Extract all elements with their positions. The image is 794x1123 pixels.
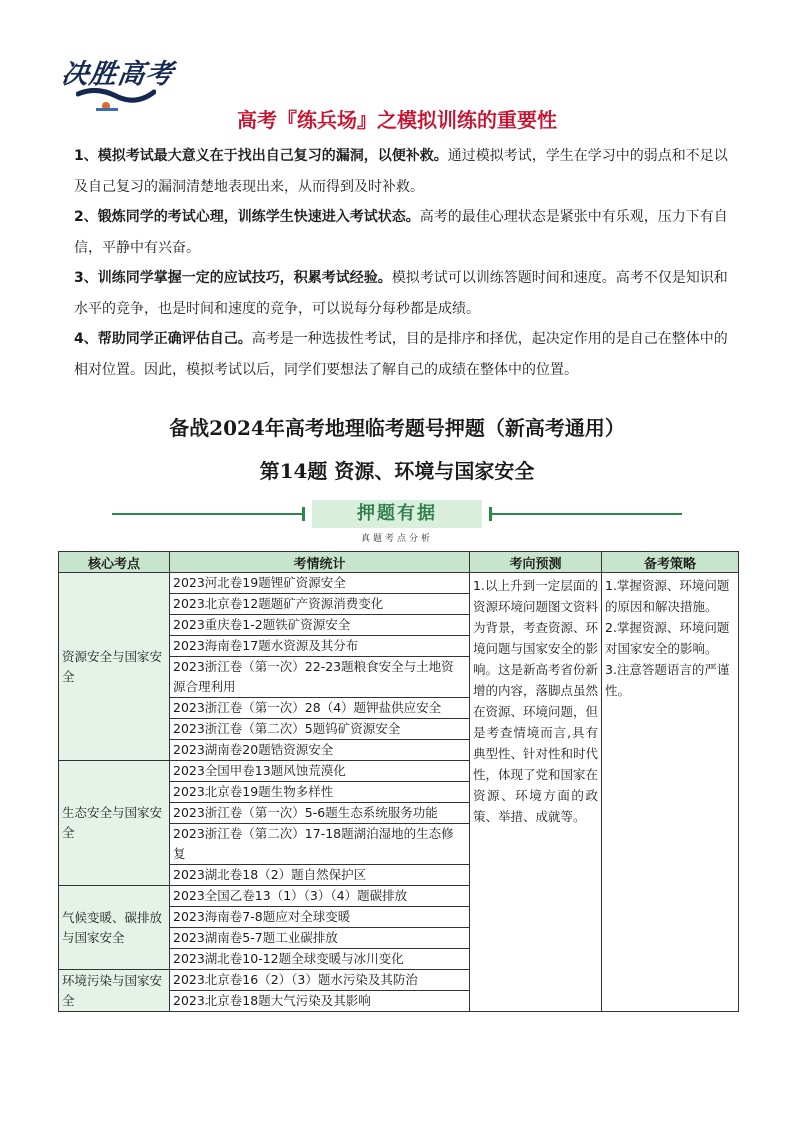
main-title: 备战2024年高考地理临考题号押题（新高考通用）	[169, 416, 625, 440]
exam-item: 2023北京卷18题大气污染及其影响	[170, 991, 470, 1012]
header-forecast: 考向预测	[470, 552, 602, 573]
intro-item: 4、帮助同学正确评估自己。高考是一种选拔性考试，目的是排序和择优，起决定作用的是自己在整体中的相对位置。因此，模拟考试以后，同学们要想法了解自己的成绩在整体中的位置。	[74, 331, 728, 378]
strategy-item: 1.掌握资源、环境问题的原因和解决措施。	[605, 578, 730, 614]
exam-item: 2023浙江卷（第一次）5-6题生态系统服务功能	[170, 803, 470, 824]
header-stats: 考情统计	[170, 552, 470, 573]
exam-item: 2023北京卷16（2）（3）题水污染及其防治	[170, 970, 470, 991]
intro-item: 2、锻炼同学的考试心理，训练学生快速进入考试状态。高考的最佳心理状态是紧张中有乐观，压力下有自信，平静中有兴奋。	[74, 209, 728, 256]
exam-item: 2023湖南卷20题锆资源安全	[170, 740, 470, 761]
core-topic: 气候变暖、碳排放与国家安全	[59, 886, 170, 970]
intro-item: 3、训练同学掌握一定的应试技巧，积累考试经验。模拟考试可以训练答题时间和速度。高考不仅是知识和水平的竞争，也是时间和速度的竞争，可以说每分每秒都是成绩。	[74, 270, 728, 317]
exam-item: 2023河北卷19题锂矿资源安全	[170, 573, 470, 594]
exam-item: 2023北京卷19题生物多样性	[170, 782, 470, 803]
exam-item: 2023海南卷17题水资源及其分布	[170, 636, 470, 657]
exam-item: 2023浙江卷（第一次）28（4）题钾盐供应安全	[170, 698, 470, 719]
exam-item: 2023浙江卷（第二次）17-18题湖泊湿地的生态修复	[170, 824, 470, 865]
question-title: 第14题 资源、环境与国家安全	[259, 459, 535, 483]
intro-item: 1、模拟考试最大意义在于找出自己复习的漏洞，以便补救。通过模拟考试，学生在学习中的弱点和不足以及自己复习的漏洞清楚地表现出来，从而得到及时补救。	[74, 148, 728, 195]
banner-subtitle: 真题考点分析	[360, 534, 433, 544]
slogan-heading: 高考『练兵场』之模拟训练的重要性	[237, 108, 557, 132]
exam-item: 2023重庆卷1-2题铁矿资源安全	[170, 615, 470, 636]
banner-label: 押题有据	[312, 500, 482, 528]
core-topic: 环境污染与国家安全	[59, 970, 170, 1012]
exam-item: 2023浙江卷（第一次）22-23题粮食安全与土地资源合理利用	[170, 657, 470, 698]
core-topic: 生态安全与国家安全	[59, 761, 170, 886]
exam-analysis-table	[58, 551, 739, 1012]
exam-item: 2023湖北卷18（2）题自然保护区	[170, 865, 470, 886]
logo-text: 决胜高考	[59, 59, 176, 90]
exam-item: 2023浙江卷（第二次）5题钨矿资源安全	[170, 719, 470, 740]
section-banner	[112, 500, 682, 528]
strategy-item: 2.掌握资源、环境问题对国家安全的影响。	[605, 620, 730, 656]
exam-item: 2023湖北卷10-12题全球变暖与冰川变化	[170, 949, 470, 970]
strategy-item: 3.注意答题语言的严谨性。	[605, 662, 730, 698]
intro-paragraphs	[74, 141, 730, 385]
exam-item: 2023全国甲卷13题风蚀荒漠化	[170, 761, 470, 782]
exam-item: 2023湖南卷5-7题工业碳排放	[170, 928, 470, 949]
core-topic: 资源安全与国家安全	[59, 573, 170, 761]
forecast-text: 1.以上升到一定层面的资源环境问题图文资料为背景，考查资源、环境问题与国家安全的影响。这是新高考省份新增的内容，落脚点虽然在资源、环境问题，但是考查情境而言,具有典型性、针对性和时代性，体现了党和国家在资源、环境方面的政策、举措、成就等。	[470, 573, 602, 1012]
header-core: 核心考点	[59, 552, 170, 573]
exam-item: 2023全国乙卷13（1）（3）（4）题碳排放	[170, 886, 470, 907]
exam-item: 2023海南卷7-8题应对全球变暖	[170, 907, 470, 928]
strategy-list	[602, 573, 739, 1012]
header-strategy: 备考策略	[602, 552, 739, 573]
exam-item: 2023北京卷12题题矿产资源消费变化	[170, 594, 470, 615]
